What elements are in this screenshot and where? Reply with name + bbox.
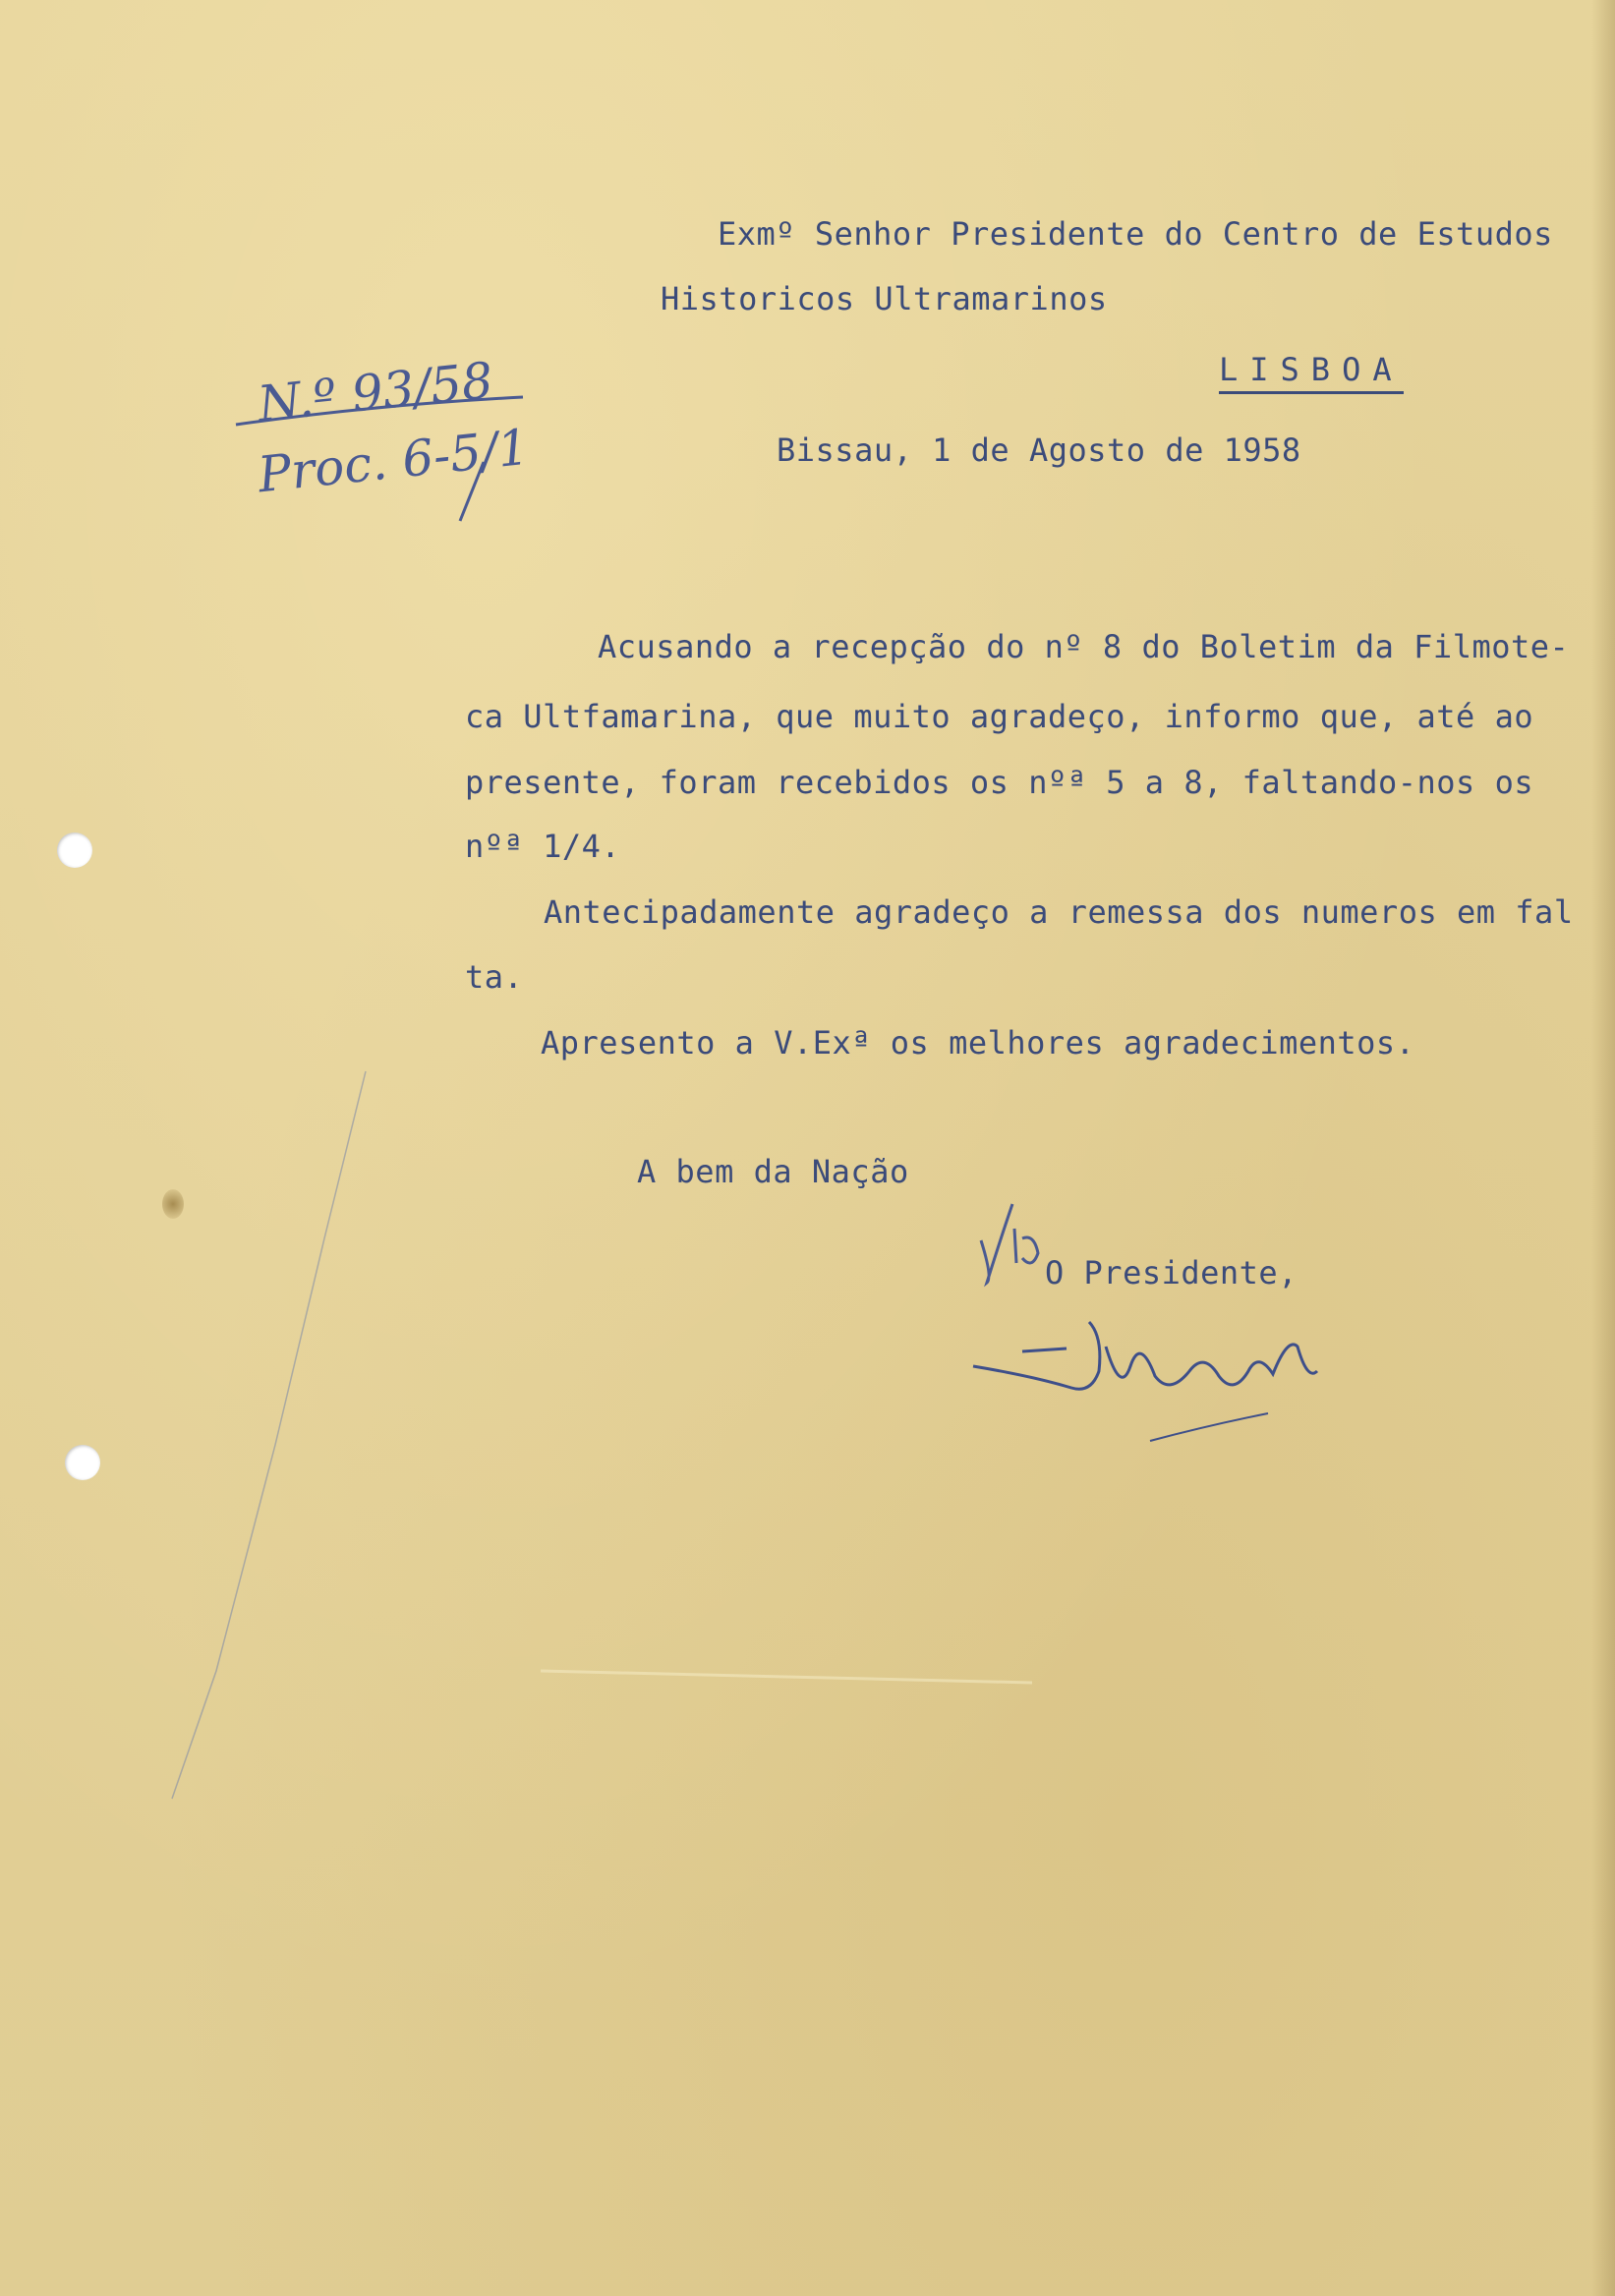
body-line-6: ta. <box>465 958 524 996</box>
process-number-annotation: Proc. 6-5/1 <box>255 418 532 504</box>
body-line-5: Antecipadamente agradeço a remessa dos numeros em fal <box>544 893 1574 931</box>
body-line-2: ca Ultfamarina, que muito agradeço, informo que, até ao <box>465 698 1534 735</box>
closing-line: A bem da Nação <box>637 1153 909 1190</box>
date-line: Bissau, 1 de Agosto de 1958 <box>777 431 1301 469</box>
recipient-city: LISBOA <box>1219 354 1404 394</box>
body-line-4: nºª 1/4. <box>465 828 621 865</box>
body-line-3: presente, foram recebidos os nºª 5 a 8, faltando-nos os <box>465 764 1534 801</box>
body-line-7: Apresento a V.Exª os melhores agradecimentos. <box>541 1024 1415 1062</box>
reference-number-annotation: N.º 93/58 <box>255 351 496 433</box>
signatory-title: O Presidente, <box>1045 1254 1298 1292</box>
recipient-line-1: Exmº Senhor Presidente do Centro de Estudos <box>718 215 1553 253</box>
body-line-1: Acusando a recepção do nº 8 do Boletim da Filmote- <box>598 628 1570 665</box>
recipient-line-2: Historicos Ultramarinos <box>661 280 1108 317</box>
